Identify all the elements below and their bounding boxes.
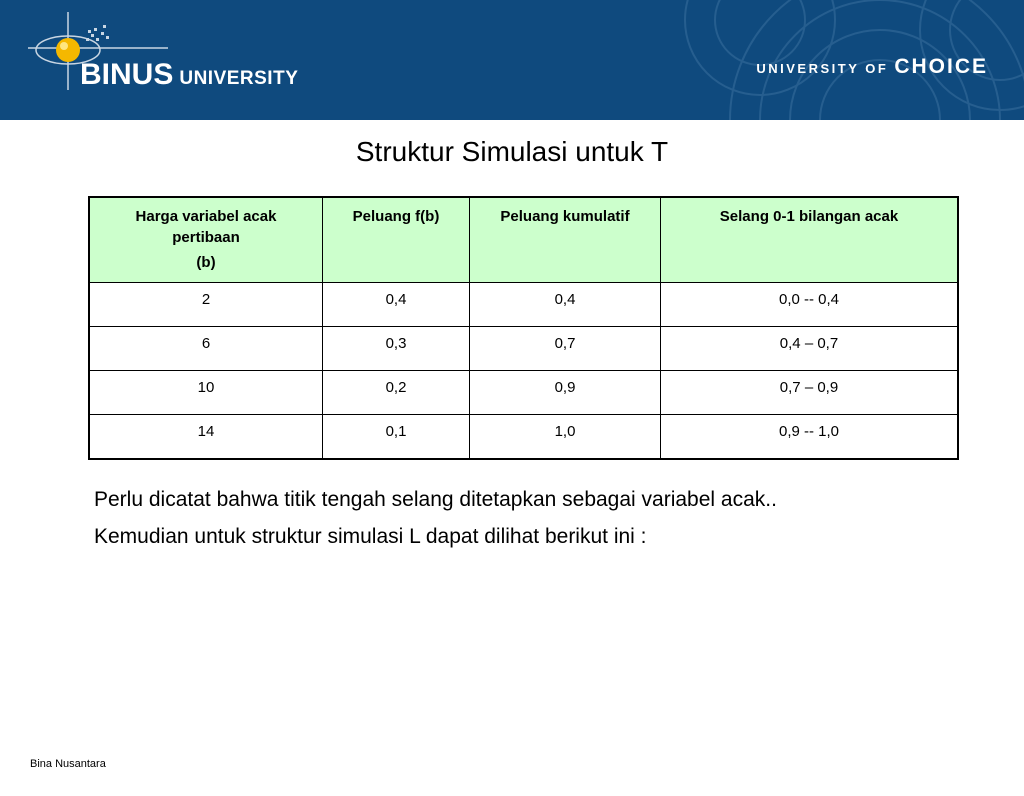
- table-cell: 2: [89, 283, 323, 327]
- header-random-interval: [661, 197, 959, 283]
- header-random-variable: [89, 197, 323, 283]
- table-cell: 6: [89, 327, 323, 371]
- body-text-line-2: Kemudian untuk struktur simulasi L dapat dilihat berikut ini :: [94, 525, 647, 548]
- tagline-choice: CHOICE: [894, 55, 988, 78]
- table-row: [89, 327, 958, 371]
- table-row: [89, 415, 958, 460]
- footer-text: Bina Nusantara: [30, 758, 106, 770]
- slide-title: Struktur Simulasi untuk T: [355, 136, 669, 167]
- header-probability: [323, 197, 470, 283]
- simulation-table-container: [88, 196, 959, 460]
- tagline-prefix: UNIVERSITY OF: [756, 61, 889, 76]
- header-line: pertibaan: [172, 229, 240, 246]
- table-cell: 0,7 – 0,9: [661, 371, 959, 415]
- table-cell: 0,4 – 0,7: [661, 327, 959, 371]
- logo-university: UNIVERSITY: [179, 68, 299, 89]
- simulation-table: [88, 196, 959, 460]
- table-row: [89, 371, 958, 415]
- table-cell: 10: [89, 371, 323, 415]
- header-cumulative: [470, 197, 661, 283]
- header-line: Peluang kumulatif: [500, 208, 630, 225]
- table-cell: 0,1: [323, 415, 470, 460]
- table-cell: 0,4: [470, 283, 661, 327]
- table-cell: 14: [89, 415, 323, 460]
- table-row: [89, 283, 958, 327]
- header-line: Peluang f(b): [352, 208, 440, 225]
- table-cell: 0,3: [323, 327, 470, 371]
- logo-wordmark: [80, 58, 298, 92]
- table-cell: 0,4: [323, 283, 470, 327]
- header-line: Selang 0-1 bilangan acak: [719, 208, 899, 225]
- table-cell: 1,0: [470, 415, 661, 460]
- header-banner: [0, 0, 1024, 120]
- header-line: Harga variabel acak: [135, 208, 277, 225]
- tagline: [756, 55, 988, 79]
- table-cell: 0,0 -- 0,4: [661, 283, 959, 327]
- logo-brand: BINUS: [80, 58, 174, 91]
- header-line: (b): [196, 254, 216, 271]
- table-cell: 0,9 -- 1,0: [661, 415, 959, 460]
- table-cell: 0,7: [470, 327, 661, 371]
- table-cell: 0,2: [323, 371, 470, 415]
- table-cell: 0,9: [470, 371, 661, 415]
- table-header-row: [89, 197, 958, 283]
- body-text-line-1: Perlu dicatat bahwa titik tengah selang ditetapkan sebagai variabel acak..: [94, 488, 777, 511]
